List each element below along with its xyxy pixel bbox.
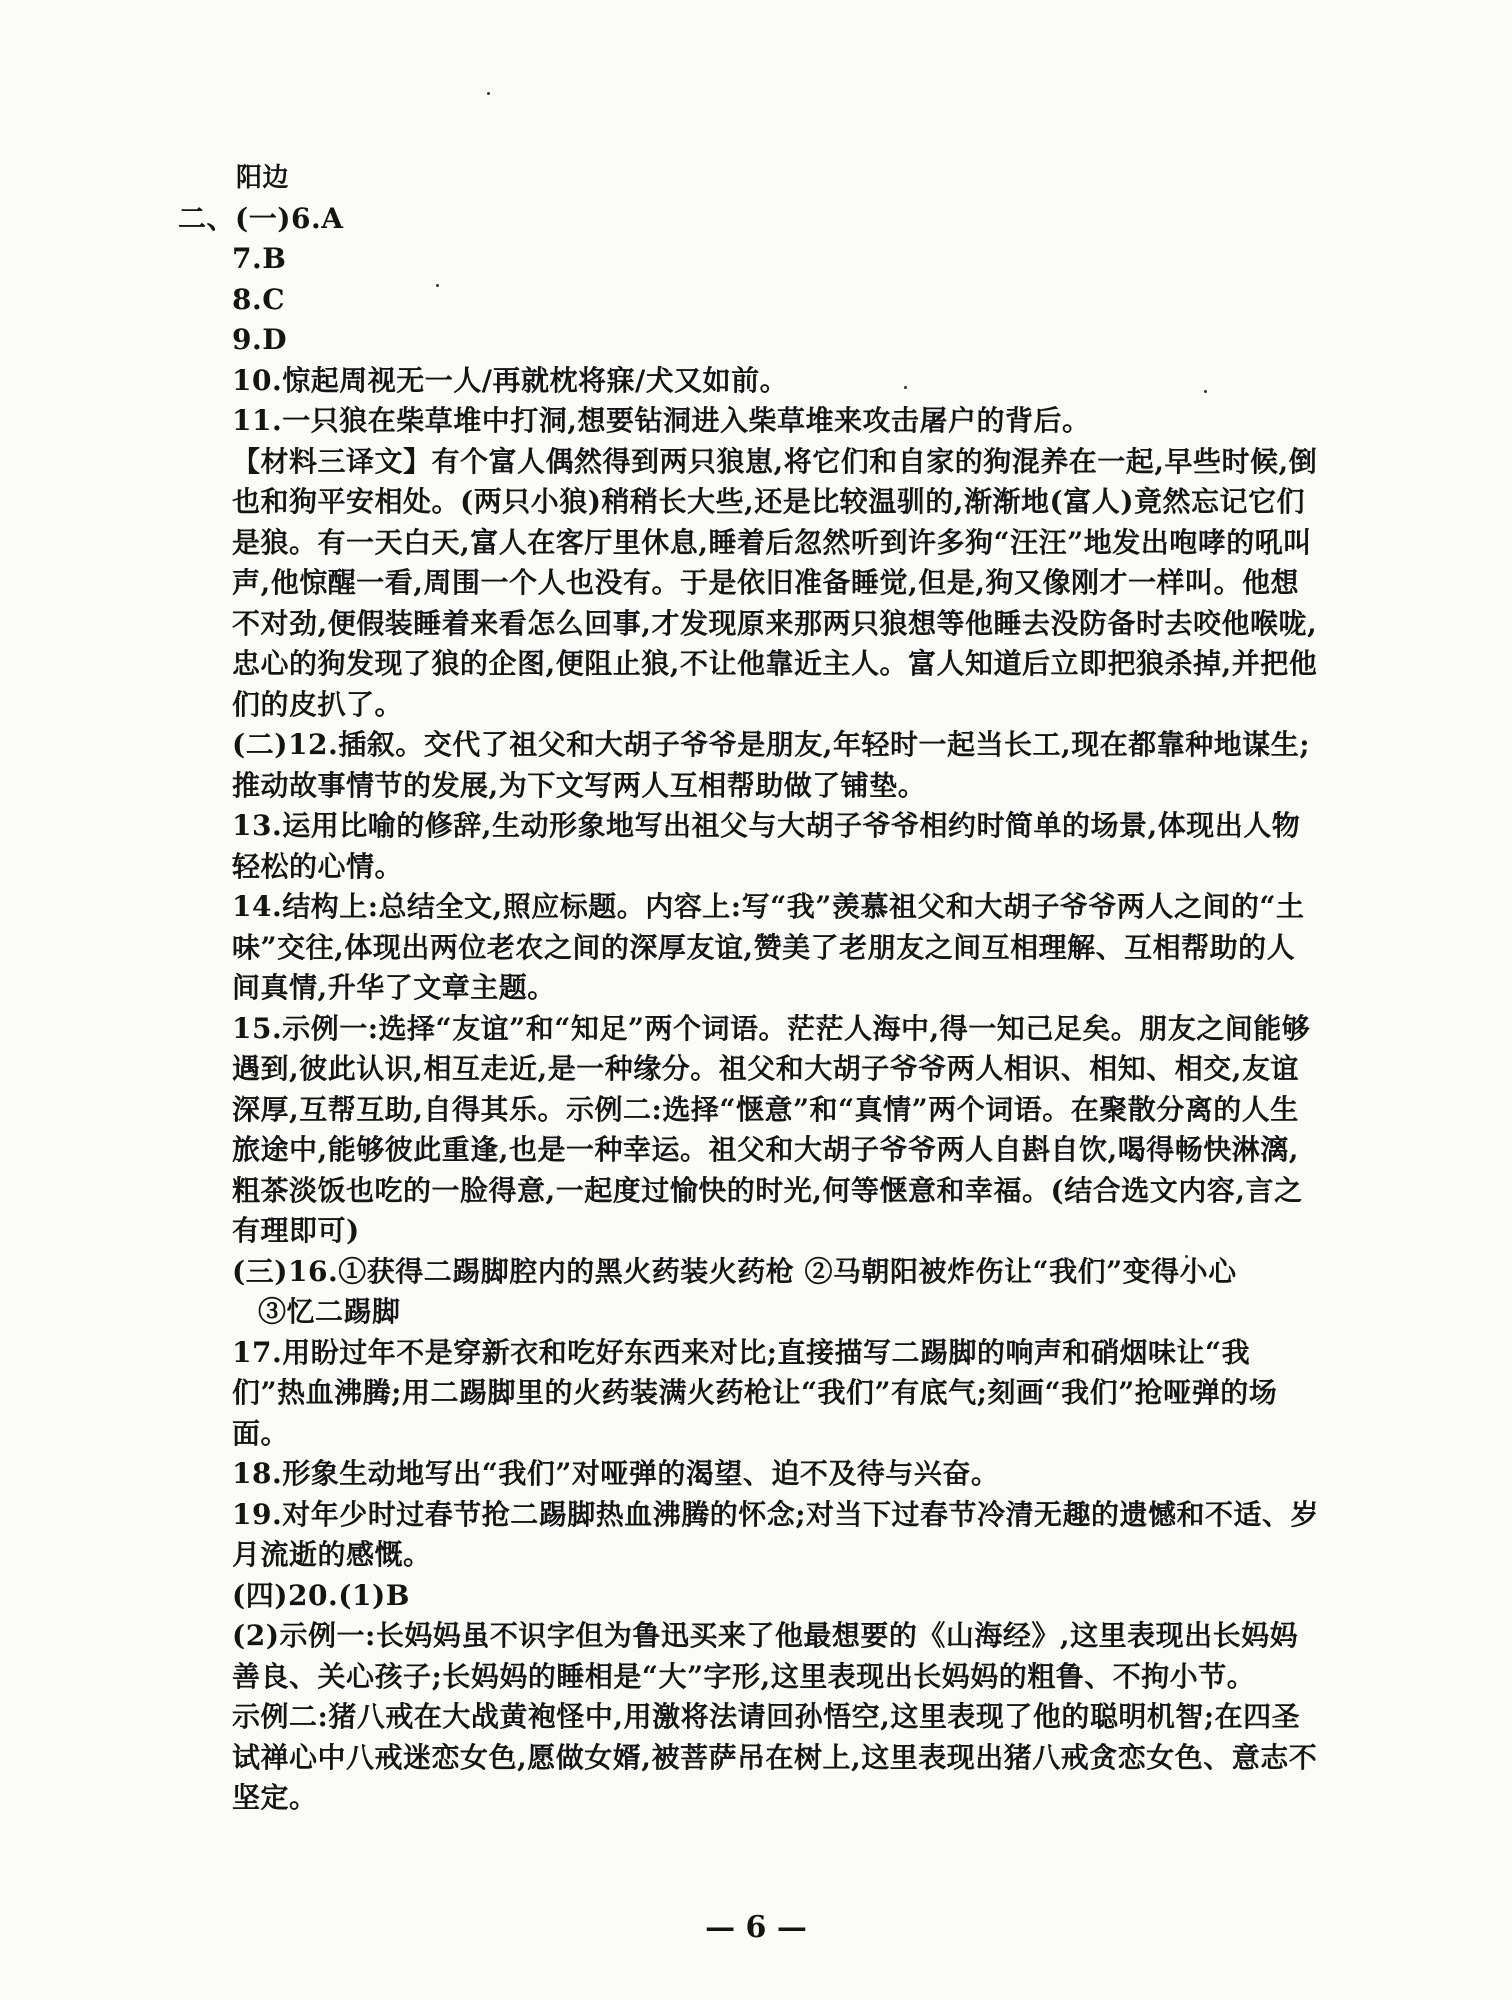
answer-item: 17.用盼过年不是穿新衣和吃好东西来对比;直接描写二踢脚的响声和硝烟味让“我们”热血沸腾;用二踢脚里的火药装满火药枪让“我们”有底气;刻画“我们”抢哑弹的场面。 bbox=[232, 1335, 1278, 1450]
answer-item: 19.对年少时过春节抢二踢脚热血沸腾的怀念;对当下过春节冷清无趣的遗憾和不适、岁月流逝的感慨。 bbox=[232, 1497, 1320, 1571]
answer-item: 14.结构上:总结全文,照应标题。内容上:写“我”羡慕祖父和大胡子爷爷两人之间的“土味”交往,体现出两位老农之间的深厚友谊,赞美了老朋友之间互相理解、互相帮助的人间真情,升华了文章主题。 bbox=[232, 890, 1305, 1004]
answer-item: 9.D bbox=[232, 323, 288, 356]
scan-speck bbox=[487, 92, 490, 95]
answer-item: ③忆二踢脚 bbox=[258, 1295, 401, 1328]
answer-key-body bbox=[180, 158, 1320, 1819]
answer-item: 10.惊起周视无一人/再就枕将寐/犬又如前。 bbox=[232, 363, 789, 397]
page-number: — 6 — bbox=[705, 1910, 807, 1945]
text-line: 阳边 bbox=[236, 163, 290, 193]
answer-item: 15.示例一:选择“友谊”和“知足”两个词语。茫茫人海中,得一知己足矣。朋友之间能够遇到,彼此认识,相互走近,是一种缘分。祖父和大胡子爷爷两人相识、相知、相交,友谊深厚,互帮互助,自得其乐。示例二:选择“惬意”和“真情”两个词语。在聚散分离的人生旅途中,能够彼此重逢,也是一种幸运。祖父和大胡子爷爷两人自斟自饮,喝得畅快淋漓,粗茶淡饭也吃的一脸得意,一起度过愉快的时光,何等惬意和幸福。(结合选文内容,言之有理即可) bbox=[232, 1011, 1311, 1247]
answer-item: 7.B bbox=[232, 242, 287, 275]
answer-item: (三)16.①获得二踢脚腔内的黑火药装火药枪 ②马朝阳被炸伤让“我们”变得小心 bbox=[232, 1254, 1237, 1288]
section-heading: 二、(一)6.A bbox=[178, 201, 344, 235]
answer-item: (二)12.插叙。交代了祖父和大胡子爷爷是朋友,年轻时一起当长工,现在都靠种地谋生;推动故事情节的发展,为下文写两人互相帮助做了铺垫。 bbox=[232, 728, 1311, 802]
answer-item: (2)示例一:长妈妈虽不识字但为鲁迅买来了他最想要的《山海经》,这里表现出长妈妈善良、关心孩子;长妈妈的睡相是“大”字形,这里表现出长妈妈的粗鲁、不拘小节。 bbox=[232, 1619, 1299, 1693]
answer-item: 示例二:猪八戒在大战黄袍怪中,用激将法请回孙悟空,这里表现了他的聪明机智;在四圣试禅心中八戒迷恋女色,愿做女婿,被菩萨吊在树上,这里表现出猪八戒贪恋女色、意志不坚定。 bbox=[232, 1700, 1318, 1814]
answer-item: (四)20.(1)B bbox=[232, 1578, 410, 1612]
answer-item: 11.一只狼在柴草堆中打洞,想要钻洞进入柴草堆来攻击屠户的背后。 bbox=[232, 404, 1091, 437]
answer-item: 18.形象生动地写出“我们”对哑弹的渴望、迫不及待与兴奋。 bbox=[232, 1457, 1000, 1490]
answer-item: 13.运用比喻的修辞,生动形象地写出祖父与大胡子爷爷相约时简单的场景,体现出人物轻松的心情。 bbox=[232, 809, 1301, 883]
answer-item: 8.C bbox=[232, 282, 286, 316]
translation-paragraph: 【材料三译文】有个富人偶然得到两只狼崽,将它们和自家的狗混养在一起,早些时候,倒也和狗平安相处。(两只小狼)稍稍长大些,还是比较温驯的,渐渐地(富人)竟然忘记它们是狼。有一天白天,富人在客厅里休息,睡着后忽然听到许多狗“汪汪”地发出咆哮的吼叫声,他惊醒一看,周围一个人也没有。于是依旧准备睡觉,但是,狗又像刚才一样叫。他想不对劲,便假装睡着来看怎么回事,才发现原来那两只狼想等他睡去没防备时去咬他喉咙,忠心的狗发现了狼的企图,便阻止狼,不让他靠近主人。富人知道后立即把狼杀掉,并把他们的皮扒了。 bbox=[232, 444, 1318, 721]
